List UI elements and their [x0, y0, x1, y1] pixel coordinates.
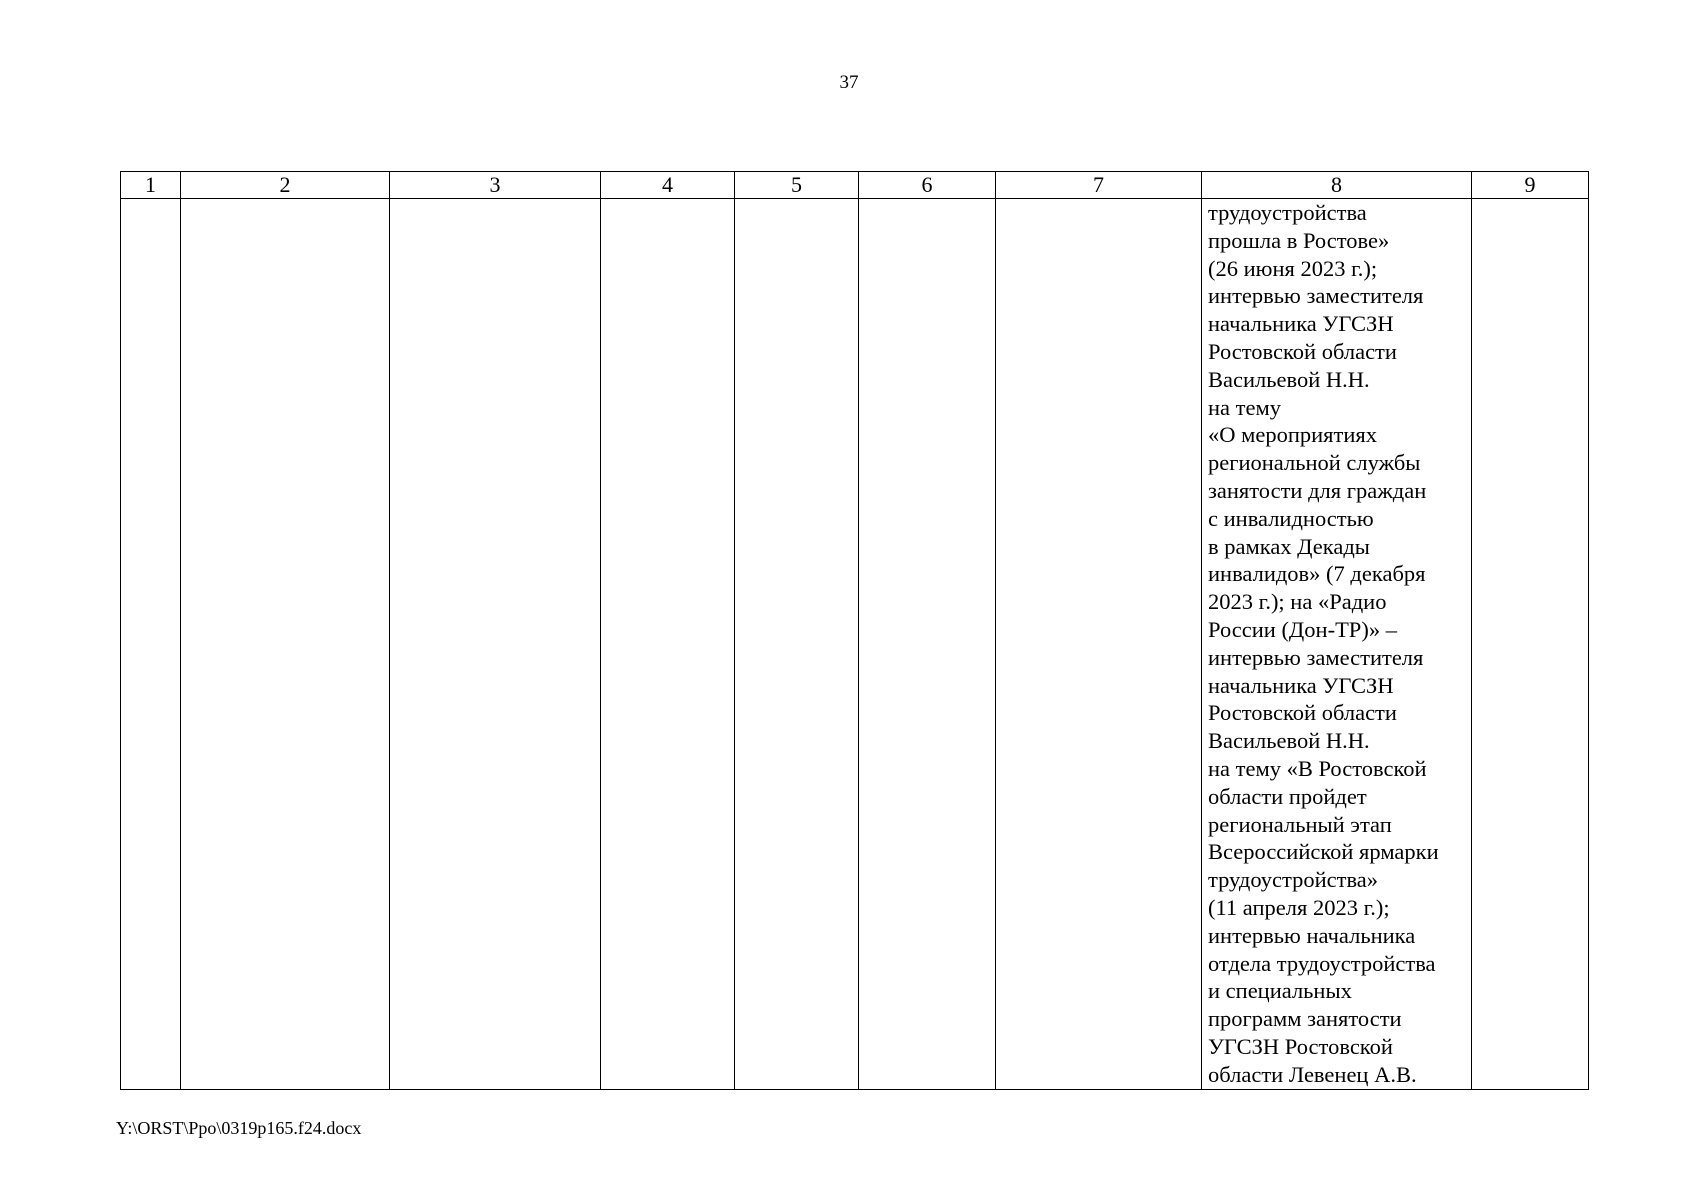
text-line: России (Дон-ТР)» – [1208, 616, 1397, 642]
text-line: отдела трудоустройства [1208, 950, 1436, 976]
text-line: «О мероприятиях [1208, 422, 1378, 448]
text-line: трудоустройства [1208, 200, 1367, 225]
cell-col-8 [1202, 199, 1472, 1090]
cell-col-2 [181, 199, 390, 1090]
column-header-7: 7 [996, 172, 1202, 199]
cell-col-8-text [1202, 199, 1471, 1089]
text-line: 2023 г.); на «Радио [1208, 589, 1387, 615]
table-row [121, 199, 1589, 1090]
text-line: Всероссийской ярмарки [1208, 839, 1439, 865]
text-line: и специальных [1208, 978, 1352, 1004]
text-line: начальника УГСЗН [1208, 311, 1394, 337]
column-header-4: 4 [601, 172, 735, 199]
page-number: 37 [839, 72, 859, 93]
cell-col-4 [601, 199, 735, 1090]
text-line: интервью начальника [1208, 922, 1416, 948]
column-header-9: 9 [1472, 172, 1589, 199]
text-line: начальника УГСЗН [1208, 672, 1394, 698]
column-header-2: 2 [181, 172, 390, 199]
cell-col-7 [996, 199, 1202, 1090]
column-header-8: 8 [1202, 172, 1472, 199]
text-line: в рамках Декады [1208, 533, 1370, 559]
text-line: трудоустройства» [1208, 867, 1379, 893]
header-row [121, 172, 1589, 199]
text-line: Васильевой Н.Н. [1208, 366, 1370, 392]
cell-col-5 [735, 199, 859, 1090]
text-line: области Левенец А.В. [1208, 1061, 1417, 1087]
text-line: программ занятости [1208, 1006, 1402, 1032]
footer-file-path: Y:\ORST\Ppo\0319p165.f24.docx [116, 1118, 362, 1138]
text-line: региональный этап [1208, 811, 1392, 837]
text-line: УГСЗН Ростовской [1208, 1033, 1393, 1059]
text-line: с инвалидностью [1208, 505, 1374, 531]
text-line: региональной службы [1208, 450, 1421, 476]
text-line: Ростовской области [1208, 700, 1397, 726]
text-line: занятости для граждан [1208, 477, 1427, 503]
cell-col-9 [1472, 199, 1589, 1090]
data-table [120, 171, 1589, 1090]
text-line: Ростовской области [1208, 338, 1397, 364]
cell-col-6 [859, 199, 996, 1090]
text-line: области пройдет [1208, 783, 1367, 809]
text-line: инвалидов» (7 декабря [1208, 561, 1426, 587]
column-header-6: 6 [859, 172, 996, 199]
text-line: прошла в Ростове» [1208, 227, 1390, 253]
text-line: интервью заместителя [1208, 283, 1424, 309]
text-line: Васильевой Н.Н. [1208, 728, 1370, 754]
column-header-1: 1 [121, 172, 181, 199]
cell-col-3 [390, 199, 601, 1090]
text-line: (26 июня 2023 г.); [1208, 255, 1378, 281]
column-header-5: 5 [735, 172, 859, 199]
text-line: (11 апреля 2023 г.); [1208, 894, 1390, 920]
text-line: на тему «В Ростовской [1208, 755, 1427, 781]
text-line: на тему [1208, 394, 1281, 420]
cell-col-1 [121, 199, 181, 1090]
column-header-3: 3 [390, 172, 601, 199]
text-line: интервью заместителя [1208, 644, 1424, 670]
